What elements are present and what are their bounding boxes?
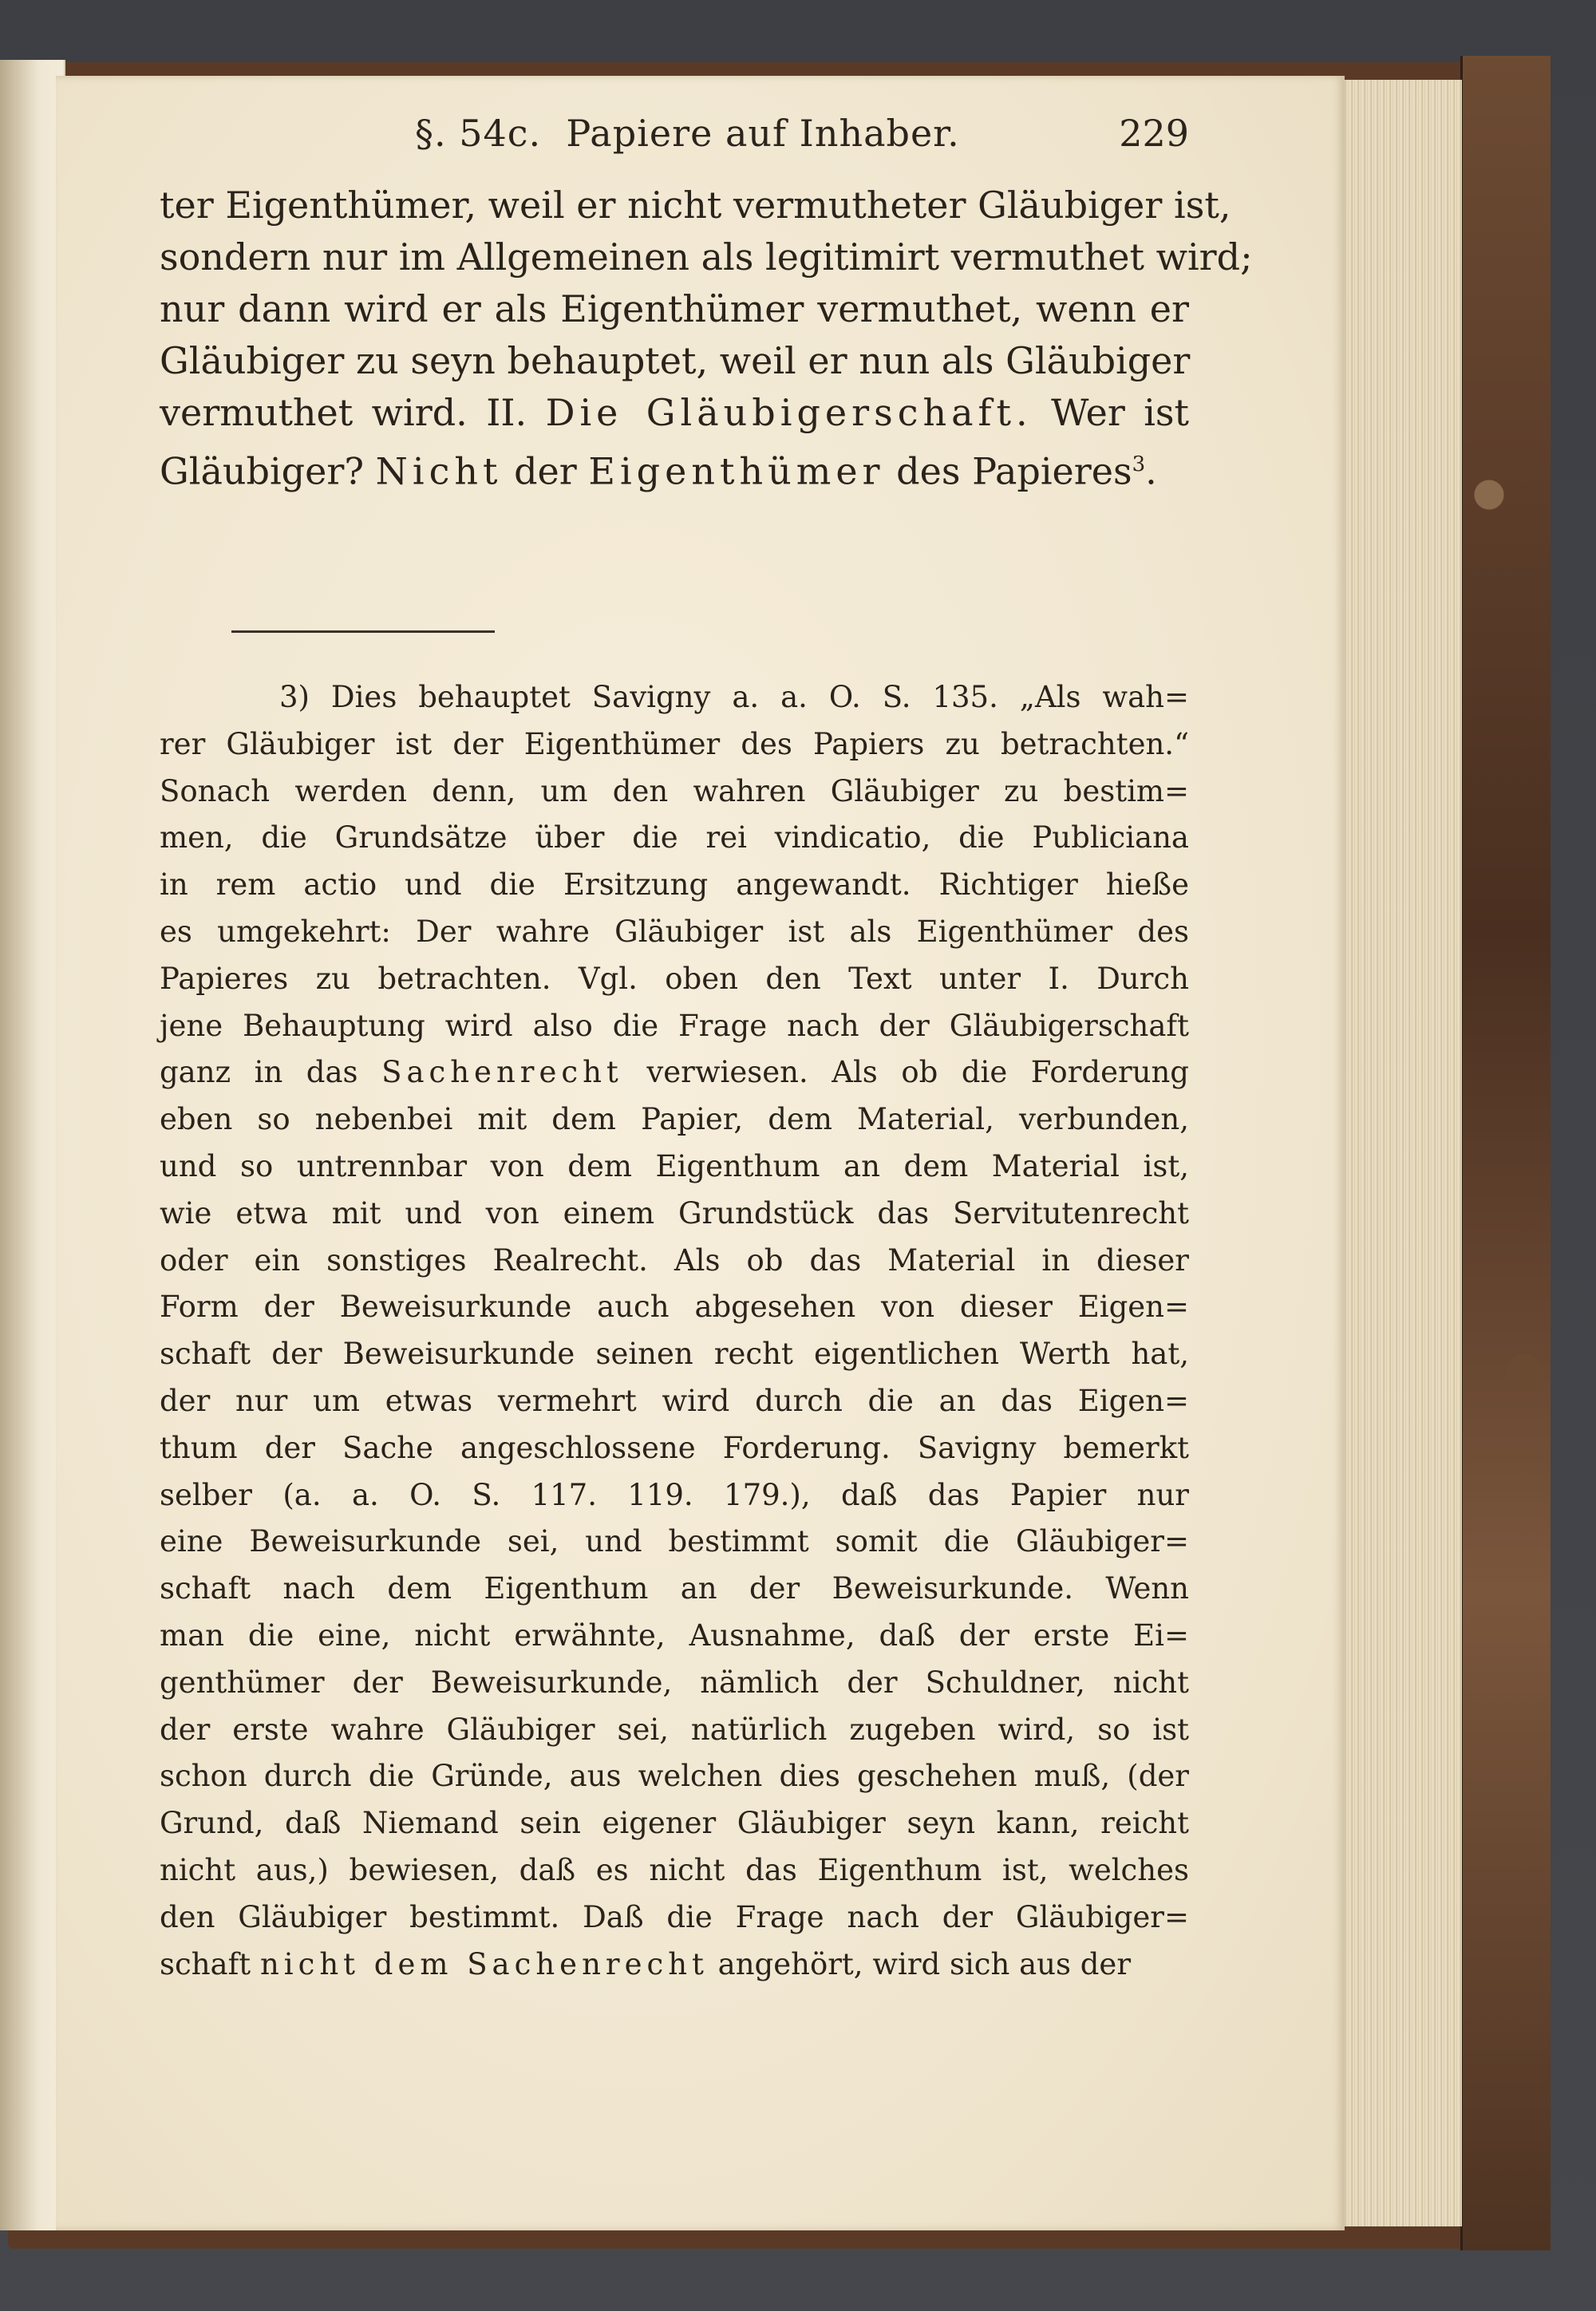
cover-marbled-edge bbox=[1460, 56, 1551, 2250]
spaced-emphasis: nicht dem Sachenrecht bbox=[259, 1946, 709, 1981]
footnote-line: es umgekehrt: Der wahre Gläubiger ist als Eigenthümer des bbox=[160, 914, 1189, 949]
text-line: ter Eigenthümer, weil er nicht vermutheter Gläubiger ist, bbox=[160, 184, 1231, 227]
footnote-line: schaft der Beweisurkunde seinen recht eigentlichen Werth hat, bbox=[160, 1337, 1189, 1372]
text-fragment: . bbox=[1145, 449, 1157, 493]
text-line bbox=[160, 439, 1189, 497]
spaced-emphasis: Eigenthümer bbox=[588, 449, 885, 493]
footnote-line: Papieres zu betrachten. Vgl. oben den Text unter I. Durch bbox=[160, 961, 1189, 996]
footnote-line: der erste wahre Gläubiger sei, natürlich zugeben wird, so ist bbox=[160, 1712, 1189, 1747]
chapter-title: Papiere auf Inhaber. bbox=[566, 112, 960, 155]
page-leaves-edge bbox=[1341, 80, 1462, 2226]
page-number: 229 bbox=[1119, 112, 1189, 155]
text-line: nur dann wird er als Eigenthümer vermuthet, wenn er bbox=[160, 287, 1189, 330]
spaced-emphasis: Nicht bbox=[375, 449, 503, 493]
footnote-line: Form der Beweisurkunde auch abgesehen von dieser Eigen= bbox=[160, 1290, 1189, 1325]
footnote-line: den Gläubiger bestimmt. Daß die Frage nach der Gläubiger= bbox=[160, 1899, 1189, 1934]
footnote-rule bbox=[231, 630, 495, 633]
footnote-line: men, die Grundsätze über die rei vindicatio, die Publiciana bbox=[160, 820, 1189, 855]
text-fragment: Gläubiger? bbox=[160, 449, 364, 493]
text-fragment: schaft bbox=[160, 1946, 251, 1981]
footnote-line: thum der Sache angeschlossene Forderung. Savigny bemerkt bbox=[160, 1430, 1189, 1465]
footnote-line bbox=[160, 1942, 1189, 1989]
text-fragment: verwiesen. Als ob die Forderung bbox=[646, 1055, 1189, 1090]
footnote-line bbox=[160, 1049, 1189, 1096]
footnote-line: man die eine, nicht erwähnte, Ausnahme, daß der erste Ei= bbox=[160, 1618, 1189, 1653]
text-fragment: angehört, wird sich aus der bbox=[717, 1946, 1132, 1981]
footnote-line: nicht aus,) bewiesen, daß es nicht das Eigenthum ist, welches bbox=[160, 1852, 1189, 1887]
spaced-heading: Die Gläubigerschaft. bbox=[545, 391, 1033, 434]
main-text bbox=[160, 180, 1253, 497]
footnote-line: genthümer der Beweisurkunde, nämlich der Schuldner, nicht bbox=[160, 1665, 1189, 1700]
text-fragment: Wer ist bbox=[1051, 391, 1190, 434]
footnote-line: schon durch die Gründe, aus welchen dies geschehen muß, (der bbox=[160, 1759, 1189, 1794]
text-line: Gläubiger zu seyn behauptet, weil er nun als Gläubiger bbox=[160, 339, 1191, 382]
footnote-line: und so untrennbar von dem Eigenthum an dem Material ist, bbox=[160, 1148, 1189, 1183]
footnote bbox=[160, 674, 1189, 1988]
footnote-marker: 3 bbox=[1132, 452, 1146, 476]
spaced-emphasis: Sachenrecht bbox=[381, 1055, 623, 1090]
footnote-line: Sonach werden denn, um den wahren Gläubiger zu bestim= bbox=[160, 773, 1189, 808]
footnote-line: rer Gläubiger ist der Eigenthümer des Papiers zu betrachten.“ bbox=[160, 726, 1189, 761]
text-fragment: der bbox=[514, 449, 577, 493]
running-header bbox=[160, 96, 1189, 160]
footnote-line: der nur um etwas vermehrt wird durch die an das Eigen= bbox=[160, 1383, 1189, 1418]
footnote-line: oder ein sonstiges Realrecht. Als ob das Material in dieser bbox=[160, 1242, 1189, 1278]
text-line bbox=[160, 387, 1189, 439]
section-mark: §. 54c. bbox=[415, 112, 542, 155]
footnote-line: in rem actio und die Ersitzung angewandt. Richtiger hieße bbox=[160, 867, 1189, 903]
footnote-line: jene Behauptung wird also die Frage nach der Gläubigerschaft bbox=[160, 1008, 1189, 1043]
text-fragment: vermuthet wird. II. bbox=[160, 391, 527, 434]
footnote-line: Grund, daß Niemand sein eigener Gläubiger seyn kann, reicht bbox=[160, 1806, 1189, 1841]
text-fragment: ganz in das bbox=[160, 1055, 358, 1090]
footnote-line: 3) Dies behauptet Savigny a. a. O. S. 135. „Als wah= bbox=[279, 680, 1189, 714]
text-fragment: des Papieres bbox=[896, 449, 1132, 493]
footnote-line: schaft nach dem Eigenthum an der Beweisurkunde. Wenn bbox=[160, 1571, 1189, 1606]
footnote-line: selber (a. a. O. S. 117. 119. 179.), daß das Papier nur bbox=[160, 1477, 1189, 1512]
text-line: sondern nur im Allgemeinen als legitimirt vermuthet wird; bbox=[160, 235, 1253, 279]
footnote-line: wie etwa mit und von einem Grundstück das Servitutenrecht bbox=[160, 1195, 1189, 1231]
header-title bbox=[415, 112, 960, 155]
footnote-line: eben so nebenbei mit dem Papier, dem Material, verbunden, bbox=[160, 1102, 1189, 1137]
footnote-line: eine Beweisurkunde sei, und bestimmt somit die Gläubiger= bbox=[160, 1524, 1189, 1559]
